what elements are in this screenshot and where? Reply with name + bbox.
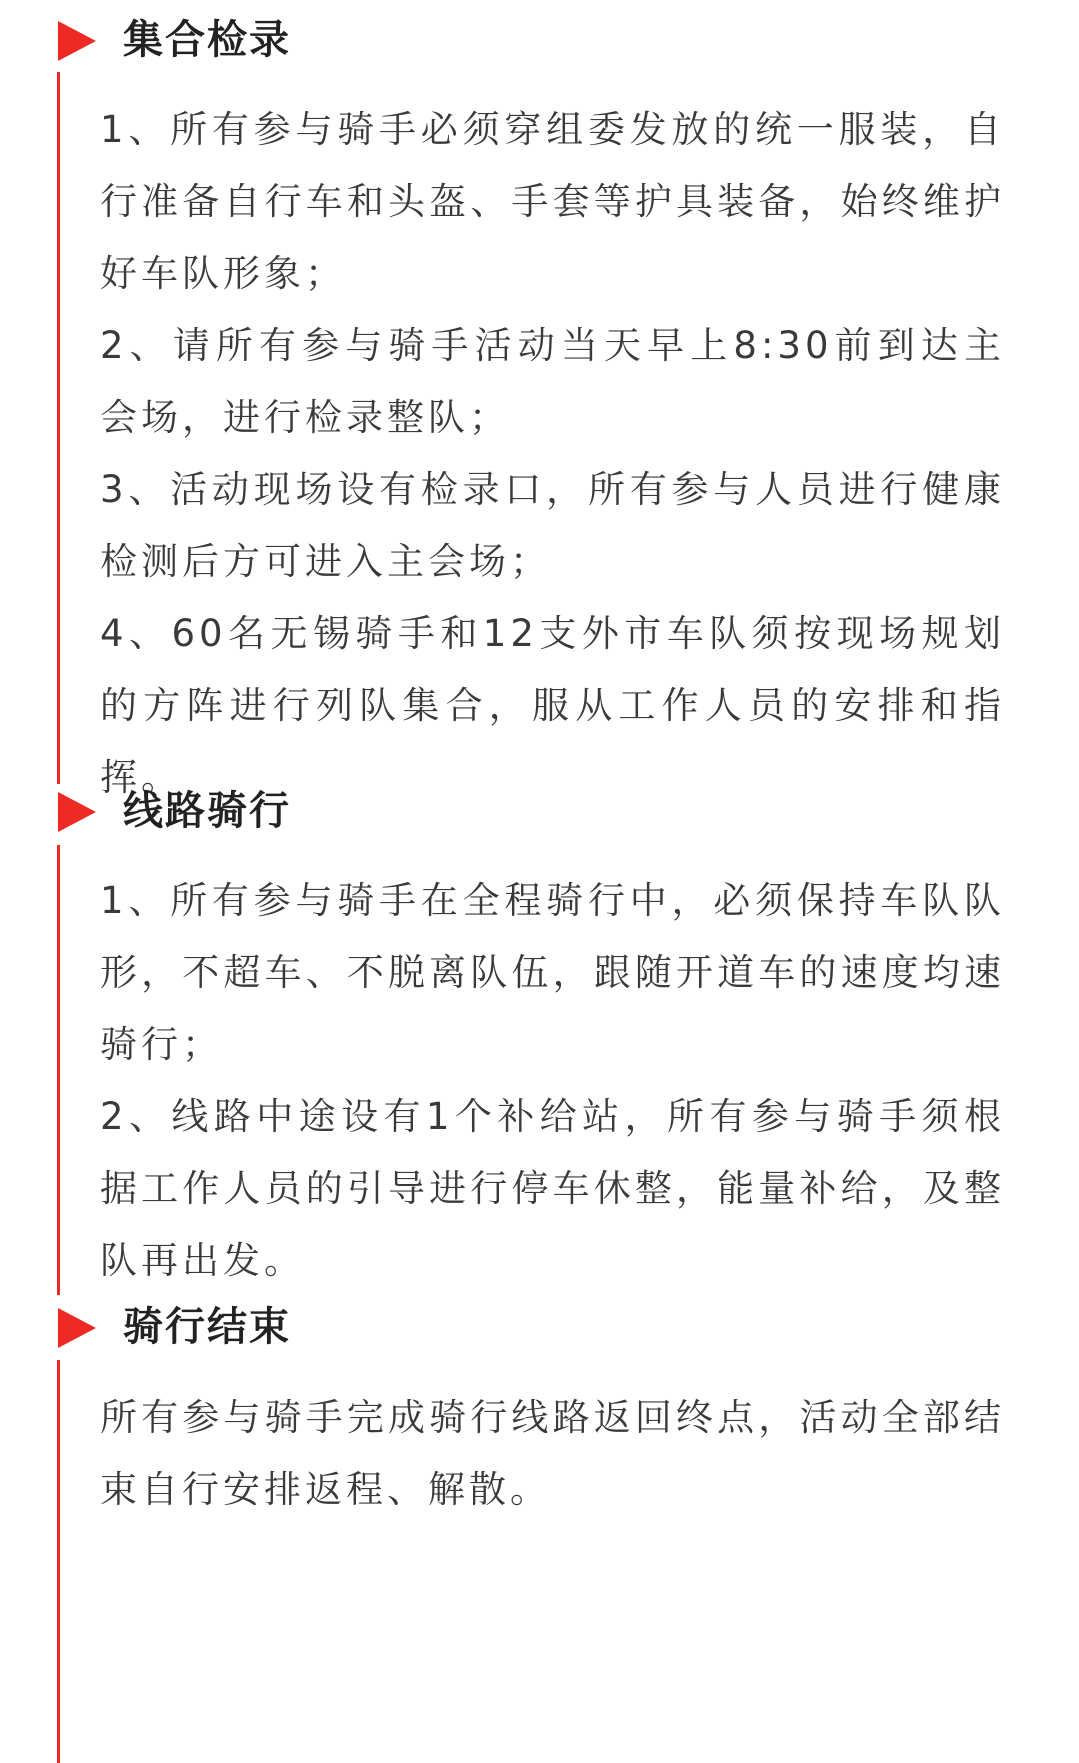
paragraph: 2、线路中途设有1个补给站，所有参与骑手须根据工作人员的引导进行停车休整，能量补给，及整队再出发。 — [100, 1095, 1005, 1282]
red-triangle-icon — [58, 21, 96, 61]
section-body-assembly — [100, 94, 1005, 814]
timeline-rail-1 — [57, 72, 60, 784]
paragraph: 1、所有参与骑手在全程骑行中，必须保持车队队形，不超车、不脱离队伍，跟随开道车的速度均速骑行； — [100, 879, 1005, 1066]
section-title: 集合检录 — [123, 17, 291, 63]
paragraph: 2、请所有参与骑手活动当天早上8:30前到达主会场，进行检录整队； — [100, 324, 1005, 439]
paragraph: 4、60名无锡骑手和12支外市车队须按现场规划的方阵进行列队集合，服从工作人员的安排和指挥。 — [100, 612, 1005, 799]
section-header-route-riding — [58, 784, 558, 838]
section-title: 骑行结束 — [123, 1304, 291, 1350]
timeline-rail-3 — [57, 1360, 60, 1763]
red-triangle-icon — [58, 1308, 96, 1348]
timeline-rail-2 — [57, 845, 60, 1295]
paragraph: 3、活动现场设有检录口，所有参与人员进行健康检测后方可进入主会场； — [100, 468, 1005, 583]
paragraph: 所有参与骑手完成骑行线路返回终点，活动全部结束自行安排返程、解散。 — [100, 1396, 1005, 1511]
section-header-ride-end — [58, 1300, 558, 1354]
paragraph: 1、所有参与骑手必须穿组委发放的统一服装，自行准备自行车和头盔、手套等护具装备，始终维护好车队形象； — [100, 108, 1005, 295]
section-body-route-riding — [100, 865, 1005, 1297]
red-triangle-icon — [58, 792, 96, 832]
section-body-ride-end — [100, 1382, 1005, 1526]
section-header-assembly — [58, 13, 558, 67]
section-title: 线路骑行 — [123, 788, 291, 834]
